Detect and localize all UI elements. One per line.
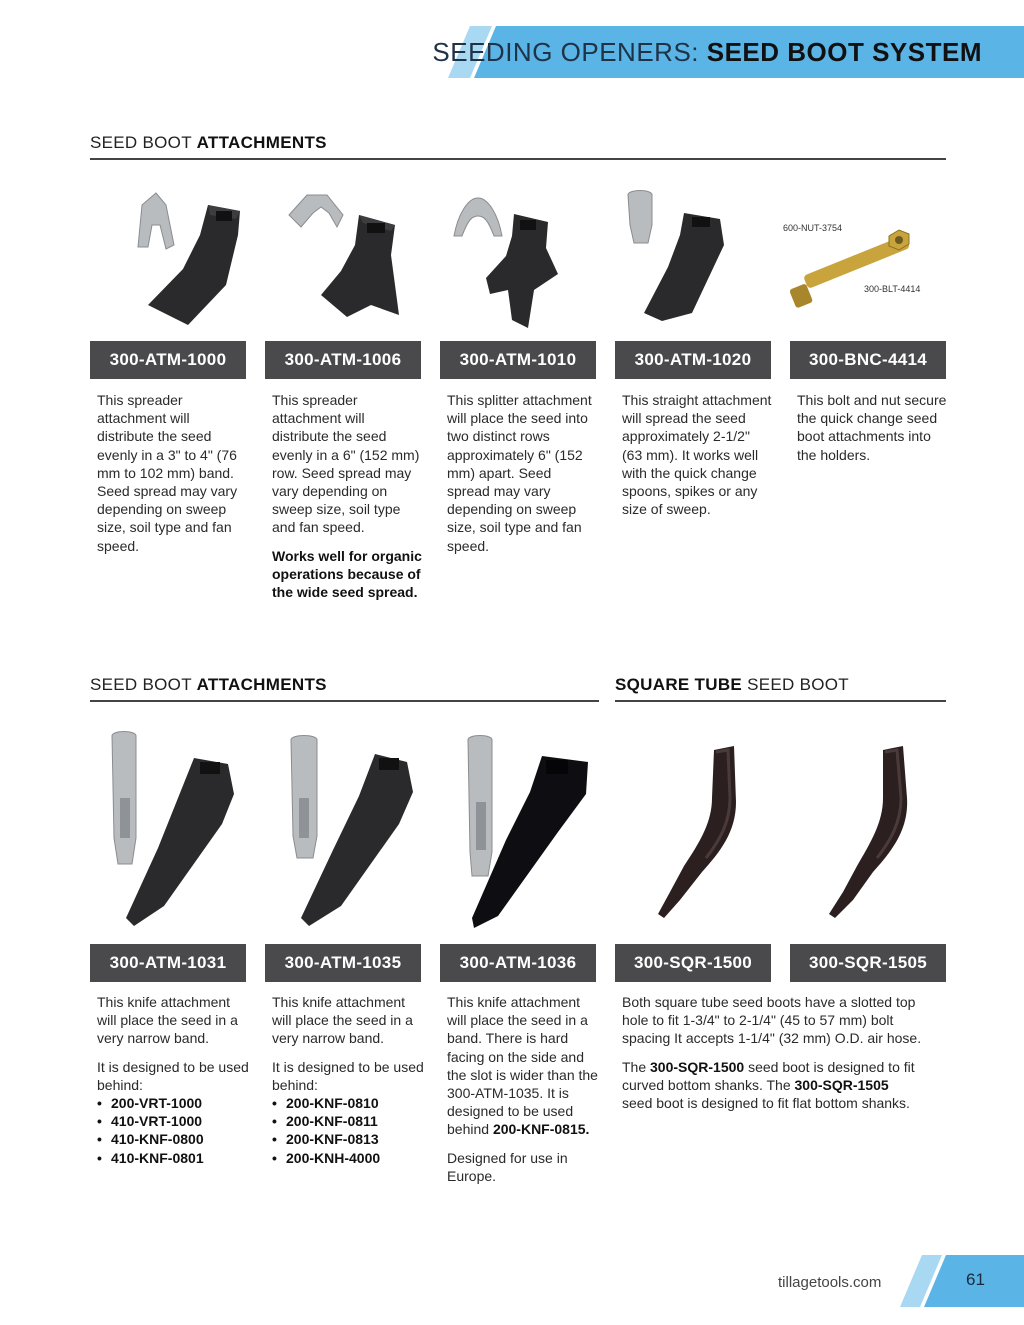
list-item: • 410-KNF-0800 [97,1130,249,1148]
atm-1000-image [128,185,253,330]
header-banner [432,26,1024,78]
part-label-sqr-1500: 300-SQR-1500 [615,944,771,982]
page-number: 61 [966,1270,985,1289]
footer-tab [900,1255,1024,1307]
desc-atm-1020-text: This straight attachment will spread the seed approximately 2-1/2" (63 mm). It works well with the quick change spoons, spikes or any size of sweep. [622,392,772,518]
desc-square-tube-e: seed boot is designed to fit flat bottom shanks. [622,1095,910,1112]
desc-atm-1036-body [447,993,599,1139]
desc-square-tube [622,993,922,1112]
desc-atm-1036-part: 200-KNF-0815. [492,1121,590,1138]
atm-1020-image [622,185,747,330]
desc-atm-1036-text: This knife attachment will place the seed in a band. There is hard facing on the side and the slot is wider than the 300-ATM-1035. It is designed to be used behind [447,994,598,1138]
atm-1031-compat-list [97,1094,249,1167]
section2-rule [90,700,599,702]
atm-1036-image [458,732,593,932]
part-label-sqr-1505: 300-SQR-1505 [790,944,946,982]
desc-square-tube-text1: Both square tube seed boots have a slotted top hole to fit 1-3/4" to 2-1/4" (45 to 57 mm) bolt spacing It accepts 1-1/4" (32 mm) O.D. air hose. [622,994,922,1047]
footer-tab-shape [900,1255,1024,1307]
desc-atm-1035-text: This knife attachment will place the seed in a very narrow band. [272,994,413,1047]
desc-atm-1036 [447,993,599,1185]
desc-atm-1010 [447,391,597,555]
section3-heading-bold: SQUARE TUBE [615,675,743,694]
section1-heading-light: SEED BOOT [90,133,197,152]
desc-square-tube-text2 [622,1058,922,1113]
atm-1035-image [279,732,424,932]
desc-square-tube-c: seed boot is designed to fit curved bottom shanks. The [622,1058,915,1093]
atm-1006-image [285,185,415,330]
part-label-atm-1006: 300-ATM-1006 [265,341,421,379]
list-item: • 200-KNH-4000 [272,1149,424,1167]
list-item: • 410-VRT-1000 [97,1112,249,1130]
desc-atm-1006 [272,391,422,601]
section1-rule [90,158,946,160]
desc-bnc-4414-text: This bolt and nut secure the quick change seed boot attachments into the holders. [797,392,947,463]
section2-heading-bold: ATTACHMENTS [196,675,327,694]
section3-heading [615,675,849,695]
desc-square-tube-part1: 300-SQR-1500 [650,1058,745,1075]
part-label-atm-1036: 300-ATM-1036 [440,944,596,982]
section3-rule [615,700,946,702]
list-item: • 200-KNF-0813 [272,1130,424,1148]
desc-atm-1020 [622,391,772,518]
list-item: • 410-KNF-0801 [97,1149,249,1167]
list-item: • 200-KNF-0811 [272,1112,424,1130]
section3-heading-light: SEED BOOT [742,675,849,694]
atm-1035-compat-list [272,1094,424,1167]
section2-heading [90,675,327,695]
desc-atm-1035 [272,993,424,1167]
atm-1031-image [104,728,244,933]
desc-square-tube-part2: 300-SQR-1505 [794,1076,889,1093]
desc-atm-1006-note: Works well for organic operations because of the wide seed spread. [272,547,422,601]
desc-bnc-4414 [797,391,947,464]
part-label-atm-1010: 300-ATM-1010 [440,341,596,379]
part-label-atm-1020: 300-ATM-1020 [615,341,771,379]
part-label-atm-1031: 300-ATM-1031 [90,944,246,982]
desc-atm-1010-text: This splitter attachment will place the seed into two distinct rows approximately 6" (152 mm) apart. Seed spread may vary depending on sweep size, soil type and fan speed. [447,392,592,554]
desc-atm-1000-text: This spreader attachment will distribute the seed evenly in a 3" to 4" (76 mm to 102 mm) band. Seed spread may vary depending on sweep size, soil type and fan speed. [97,392,238,554]
sqr-1505-image [825,742,925,922]
desc-atm-1036-note: Designed for use in Europe. [447,1149,568,1184]
desc-atm-1031-text: This knife attachment will place the seed in a very narrow band. [97,994,238,1047]
section1-heading [90,133,327,153]
part-label-atm-1035: 300-ATM-1035 [265,944,421,982]
desc-atm-1031 [97,993,249,1167]
nut-part-tag: 600-NUT-3754 [783,223,843,233]
bolt-part-tag: 300-BLT-4414 [864,284,921,294]
page-title-bold: SEED BOOT SYSTEM [706,37,982,67]
desc-atm-1006-text: This spreader attachment will distribute the seed evenly in a 6" (152 mm) row. Seed spread may vary depending on sweep size, soil type and fan speed. [272,392,420,536]
desc-atm-1031-used: It is designed to be used behind: [97,1058,249,1093]
page-title-light: SEEDING OPENERS: [432,37,707,67]
section2-heading-light: SEED BOOT [90,675,197,694]
page-title [432,37,982,68]
sqr-1500-image [650,742,750,922]
desc-atm-1035-used: It is designed to be used behind: [272,1058,424,1093]
desc-square-tube-a: The [622,1058,651,1075]
footer-url[interactable]: tillagetools.com [778,1274,882,1291]
bnc-4414-image [785,222,915,317]
atm-1010-image [448,190,578,335]
part-label-bnc-4414: 300-BNC-4414 [790,341,946,379]
desc-atm-1000 [97,391,247,555]
list-item: • 200-VRT-1000 [97,1094,249,1112]
part-label-atm-1000: 300-ATM-1000 [90,341,246,379]
section1-heading-bold: ATTACHMENTS [196,133,327,152]
list-item: • 200-KNF-0810 [272,1094,424,1112]
